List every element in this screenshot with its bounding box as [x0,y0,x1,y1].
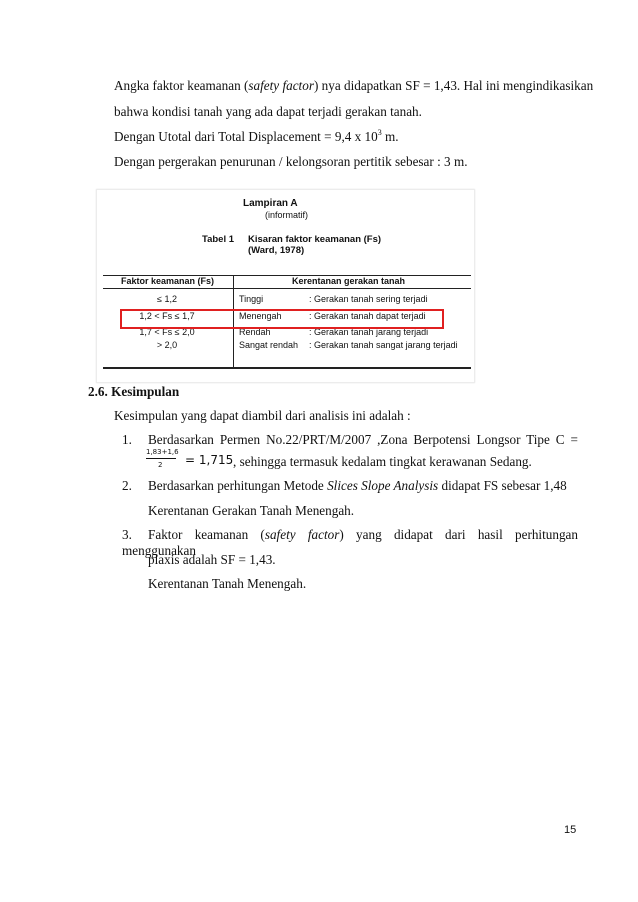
fraction-numerator: 1,83+1,6 [146,448,179,456]
paragraph-line: Angka faktor keamanan (safety factor) nya didapatkan SF = 1,43. Hal ini mengindikasikan [114,78,594,93]
section-heading: 2.6. Kesimpulan [88,384,180,399]
table-row: 1,7 < Fs ≤ 2,0 Rendah : Gerakan tanah jarang terjadi [139,327,429,337]
figure-subtitle: (informatif) [265,210,309,220]
paragraph-line: Dengan pergerakan penurunan / kelongsoran pertitik sebesar : 3 m. [114,154,468,169]
table-row: ≤ 1,2 Tinggi : Gerakan tanah sering terjadi [157,294,428,304]
list-item-text: Kerentanan Tanah Menengah. [148,576,307,591]
list-item-text: Kerentanan Gerakan Tanah Menengah. [148,503,355,518]
highlight-box [120,309,444,329]
table-number: Tabel 1 [202,234,235,245]
list-item: 1. Berdasarkan Permen No.22/PRT/M/2007 ,Zona Berpotensi Longsor Tipe C = [122,432,578,447]
section-intro: Kesimpulan yang dapat diambil dari analisis ini adalah : [114,408,411,423]
paragraph-line: Dengan Utotal dari Total Displacement = 9,4 x $10^3$ m. [114,128,399,144]
paragraph-line: bahwa kondisi tanah yang ada dapat terjadi gerakan tanah. [114,104,422,119]
table-bottom-rule [103,367,471,369]
table-row: > 2,0 Sangat rendah : Gerakan tanah sangat jarang terjadi [156,340,458,350]
table-title: Kisaran faktor keamanan (Fs) (Ward, 1978) [248,234,382,256]
list-item-text: , sehingga termasuk kedalam tingkat kerawanan Sedang. [233,454,532,469]
page-number: 15 [564,824,577,836]
fraction-bar [146,458,176,459]
equation-result: = 1,715 [185,453,234,467]
list-item-text: plaxis adalah SF = 1,43. [148,552,276,567]
column-header: Faktor keamanan (Fs) [121,276,215,286]
table-row: 1,2 < Fs ≤ 1,7 Menengah : Gerakan tanah dapat terjadi [139,311,426,321]
figure-title: Lampiran A [243,198,298,209]
fraction-denominator: 2 [158,461,163,469]
list-item: 2. Berdasarkan perhitungan Metode Slices Slope Analysis didapat FS sebesar 1,48 [122,478,567,493]
column-header: Kerentanan gerakan tanah [292,276,406,286]
table-header [103,275,471,289]
table-figure [96,189,475,383]
list-item: 3. Faktor keamanan (safety factor) yang didapat dari hasil perhitungan menggunakan [122,527,578,558]
